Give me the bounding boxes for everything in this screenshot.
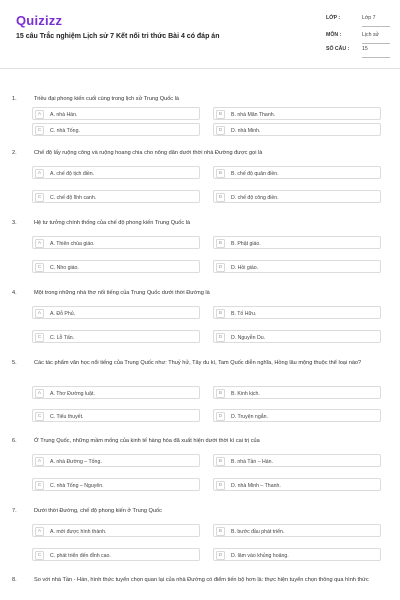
option-text: C. Nho giáo. xyxy=(50,264,79,271)
option-a[interactable] xyxy=(32,107,200,120)
option-text: A. Đỗ Phủ. xyxy=(50,310,76,317)
meta-value: 15 xyxy=(362,46,368,52)
option-letter: C xyxy=(35,263,44,272)
option-text: A. Thiên chúa giáo. xyxy=(50,240,95,247)
option-d[interactable] xyxy=(213,478,381,491)
option-text: A. mới được hình thành. xyxy=(50,528,107,535)
question-text: Triều đại phong kiến cuối cùng trong lịch sử Trung Quốc là xyxy=(34,96,180,102)
option-b[interactable] xyxy=(213,454,381,467)
option-text: D. nhà Minh – Thanh. xyxy=(231,482,281,489)
option-letter: A xyxy=(35,309,44,318)
meta-label: LỚP : xyxy=(326,15,341,21)
question-text: Chế độ lấy ruộng công và ruộng hoang chia cho nông dân dưới thời nhà Đường được gọi là xyxy=(34,150,263,156)
question-number: 7. xyxy=(12,508,17,514)
option-text: B. nhà Tần – Hán. xyxy=(231,458,274,465)
option-letter: D xyxy=(216,126,225,135)
option-text: C. chế độ lĩnh canh. xyxy=(50,194,97,201)
option-text: C. Tiểu thuyết. xyxy=(50,413,84,420)
quizizz-logo: Quizizz xyxy=(16,13,63,28)
option-a[interactable] xyxy=(32,306,200,319)
option-text: D. lâm vào khủng hoảng. xyxy=(231,552,289,559)
option-text: C. nhà Tống. xyxy=(50,127,80,134)
meta-underline xyxy=(362,57,390,58)
option-c[interactable] xyxy=(32,548,200,561)
option-b[interactable] xyxy=(213,166,381,179)
option-letter: C xyxy=(35,333,44,342)
option-letter: C xyxy=(35,481,44,490)
question-number: 2. xyxy=(12,150,17,156)
option-text: B. nhà Mãn Thanh. xyxy=(231,111,276,118)
option-letter: A xyxy=(35,457,44,466)
option-letter: B xyxy=(216,389,225,398)
option-text: C. Lỗ Tấn. xyxy=(50,334,75,341)
option-c[interactable] xyxy=(32,123,200,136)
worksheet-header xyxy=(0,0,400,68)
option-c[interactable] xyxy=(32,330,200,343)
meta-subject xyxy=(326,30,390,44)
option-c[interactable] xyxy=(32,478,200,491)
option-a[interactable] xyxy=(32,386,200,399)
header-divider xyxy=(0,68,400,69)
option-letter: B xyxy=(216,110,225,119)
option-letter: A xyxy=(35,389,44,398)
meta-underline xyxy=(362,26,390,27)
worksheet-title: 15 câu Trắc nghiệm Lịch sử 7 Kết nối tri thức Bài 4 có đáp án xyxy=(16,33,220,40)
option-text: D. Hồi giáo. xyxy=(231,264,259,271)
meta-value: Lịch sử xyxy=(362,32,380,38)
option-letter: D xyxy=(216,551,225,560)
option-letter: C xyxy=(35,126,44,135)
question-number: 1. xyxy=(12,96,17,102)
option-letter: D xyxy=(216,481,225,490)
option-text: B. chế độ quân điền. xyxy=(231,170,279,177)
option-c[interactable] xyxy=(32,260,200,273)
option-letter: C xyxy=(35,412,44,421)
meta-question-count xyxy=(326,44,390,58)
option-letter: D xyxy=(216,193,225,202)
option-b[interactable] xyxy=(213,386,381,399)
option-text: B. Kinh kịch. xyxy=(231,390,260,397)
question-text: Dưới thời Đường, chế độ phong kiến ở Trung Quốc xyxy=(34,508,162,514)
option-b[interactable] xyxy=(213,306,381,319)
question-text: Hệ tư tưởng chính thống của chế độ phong kiến Trung Quốc là xyxy=(34,220,191,226)
option-text: A. nhà Đường – Tống. xyxy=(50,458,102,465)
option-text: A. Thơ Đường luật. xyxy=(50,390,95,397)
option-letter: A xyxy=(35,169,44,178)
option-letter: D xyxy=(216,412,225,421)
option-text: C. nhà Tống – Nguyên. xyxy=(50,482,104,489)
meta-value: Lớp 7 xyxy=(362,15,376,21)
option-c[interactable] xyxy=(32,409,200,422)
question-number: 8. xyxy=(12,577,17,583)
option-text: C. phát triển đến đỉnh cao. xyxy=(50,552,111,559)
option-text: D. Nguyễn Du. xyxy=(231,334,266,341)
question-text: Các tác phẩm văn học nổi tiếng của Trung Quốc như: Thuỷ hử, Tây du kí, Tam Quốc diễn nghĩa, Hồng lâu mộng thuộc thể loại nào? xyxy=(34,360,362,366)
option-letter: B xyxy=(216,309,225,318)
option-letter: B xyxy=(216,457,225,466)
option-b[interactable] xyxy=(213,236,381,249)
option-c[interactable] xyxy=(32,190,200,203)
option-text: A. chế độ tịch điền. xyxy=(50,170,95,177)
option-d[interactable] xyxy=(213,260,381,273)
option-d[interactable] xyxy=(213,409,381,422)
meta-grade xyxy=(326,13,390,27)
question-number: 6. xyxy=(12,438,17,444)
option-letter: A xyxy=(35,110,44,119)
option-letter: D xyxy=(216,333,225,342)
option-b[interactable] xyxy=(213,524,381,537)
option-text: B. bước đầu phát triển. xyxy=(231,528,285,535)
option-letter: A xyxy=(35,239,44,248)
meta-label: MÔN : xyxy=(326,32,342,38)
option-letter: D xyxy=(216,263,225,272)
option-text: B. Phật giáo. xyxy=(231,240,261,247)
option-letter: B xyxy=(216,239,225,248)
question-number: 4. xyxy=(12,290,17,296)
option-b[interactable] xyxy=(213,107,381,120)
option-text: D. Truyện ngắn. xyxy=(231,413,268,420)
option-d[interactable] xyxy=(213,330,381,343)
option-a[interactable] xyxy=(32,166,200,179)
option-letter: C xyxy=(35,551,44,560)
option-letter: C xyxy=(35,193,44,202)
option-letter: B xyxy=(216,169,225,178)
option-a[interactable] xyxy=(32,236,200,249)
question-number: 3. xyxy=(12,220,17,226)
option-text: D. chế độ công điền. xyxy=(231,194,279,201)
option-letter: B xyxy=(216,527,225,536)
option-d[interactable] xyxy=(213,123,381,136)
option-a[interactable] xyxy=(32,454,200,467)
option-a[interactable] xyxy=(32,524,200,537)
option-text: A. nhà Hán. xyxy=(50,111,78,118)
question-text: Ở Trung Quốc, những mầm mống của kinh tế hàng hóa đã xuất hiện dưới thời kì cai trị của xyxy=(34,438,260,444)
option-d[interactable] xyxy=(213,190,381,203)
question-number: 5. xyxy=(12,360,17,366)
option-text: D. nhà Minh. xyxy=(231,127,261,134)
question-text: So với nhà Tần - Hán, hình thức tuyển chọn quan lại của nhà Đường có điểm tiến bộ hơn là: thực hiện tuyển chọn thông qua hình thức xyxy=(34,577,369,583)
meta-label: SỐ CÂU : xyxy=(326,46,350,52)
option-d[interactable] xyxy=(213,548,381,561)
option-letter: A xyxy=(35,527,44,536)
option-text: B. Tố Hữu. xyxy=(231,310,257,317)
question-text: Một trong những nhà thơ nổi tiếng của Trung Quốc dưới thời Đường là xyxy=(34,290,210,296)
